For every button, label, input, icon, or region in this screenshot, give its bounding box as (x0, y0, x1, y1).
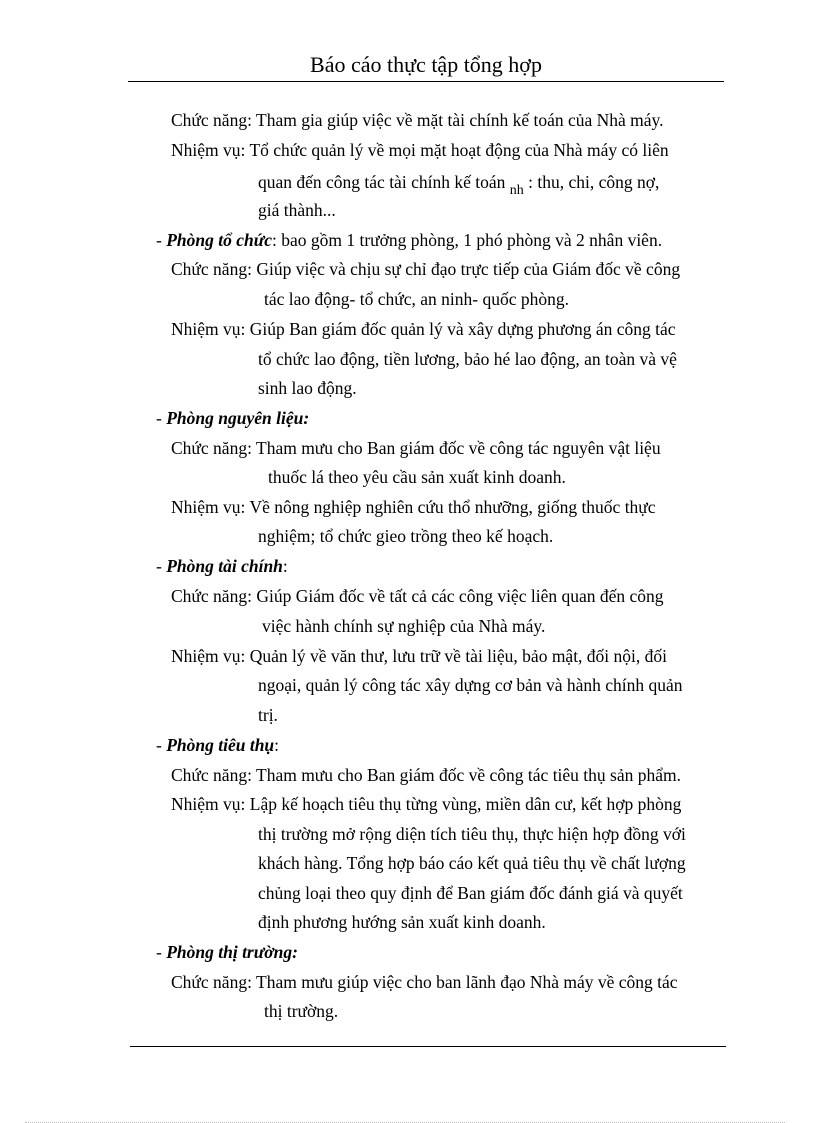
label-chuc-nang: Chức năng: (171, 765, 252, 785)
paragraph-line (171, 970, 678, 994)
text: : (274, 735, 280, 755)
footer-rule (130, 1046, 726, 1047)
paragraph-line (171, 317, 676, 341)
paragraph-line (171, 792, 681, 816)
paragraph-line (171, 584, 664, 608)
paragraph-line: tác lao động- tổ chức, an ninh- quốc phòng. (264, 289, 569, 309)
paragraph-line: định phương hướng sản xuất kinh doanh. (258, 912, 546, 932)
dash: - (156, 556, 167, 576)
text: : (282, 556, 288, 576)
text: Tham gia giúp việc về mặt tài chính kế toán của Nhà máy. (256, 110, 664, 130)
label-chuc-nang: Chức năng: (171, 972, 252, 992)
section-heading (156, 228, 662, 252)
section-title: Phòng nguyên liệu: (166, 408, 310, 428)
paragraph-line (171, 495, 656, 519)
section-heading (156, 406, 309, 430)
label-nhiem-vu: Nhiệm vụ: (171, 319, 246, 339)
page-header-title: Báo cáo thực tập tổng hợp (310, 52, 542, 77)
paragraph-line: thị trường mở rộng diện tích tiêu thụ, thực hiện hợp đồng với (258, 824, 686, 844)
paragraph-line (171, 763, 681, 787)
label-nhiem-vu: Nhiệm vụ: (171, 497, 246, 517)
text: quan đến công tác tài chính kế toán (258, 172, 506, 192)
paragraph-line: giá thành... (258, 200, 336, 220)
text: Tham mưu cho Ban giám đốc về công tác nguyên vật liệu (256, 438, 661, 458)
label-chuc-nang: Chức năng: (171, 438, 252, 458)
text: Giúp Giám đốc về tất cả các công việc liên quan đến công (256, 586, 664, 606)
paragraph-line (171, 108, 664, 132)
label-nhiem-vu: Nhiệm vụ: (171, 794, 246, 814)
paragraph-line: tổ chức lao động, tiền lương, bảo hé lao động, an toàn và vệ (258, 349, 677, 369)
dash: - (156, 408, 167, 428)
paragraph-line: chủng loại theo quy định để Ban giám đốc đánh giá và quyết (258, 883, 683, 903)
paragraph-line: trị. (258, 705, 278, 725)
paragraph-line (258, 170, 659, 197)
paragraph-line (171, 436, 661, 460)
paragraph-line (171, 138, 669, 162)
paragraph-line: sinh lao động. (258, 378, 357, 398)
dash: - (156, 230, 167, 250)
paragraph-line (171, 644, 667, 668)
label-chuc-nang: Chức năng: (171, 110, 252, 130)
paragraph-line: nghiệm; tổ chức gieo trồng theo kế hoạch. (258, 526, 554, 546)
paragraph-line: khách hàng. Tổng hợp báo cáo kết quả tiêu thụ về chất lượng (258, 853, 686, 873)
paragraph-line: ngoại, quản lý công tác xây dựng cơ bản và hành chính quản (258, 675, 683, 695)
paragraph-line (171, 257, 680, 281)
paragraph-line: thị trường. (264, 1001, 339, 1021)
text: : thu, chi, công nợ, (528, 172, 660, 192)
text-subscript: nh (509, 183, 524, 198)
label-chuc-nang: Chức năng: (171, 586, 252, 606)
section-title: Phòng tổ chức (166, 230, 272, 250)
section-heading (156, 940, 298, 964)
text: Giúp Ban giám đốc quản lý và xây dựng phương án công tác (249, 319, 676, 339)
section-title: Phòng thị trường: (166, 942, 298, 962)
dash: - (156, 942, 167, 962)
text: Về nông nghiệp nghiên cứu thổ nhưỡng, giống thuốc thực (249, 497, 656, 517)
dash: - (156, 735, 167, 755)
section-title: Phòng tài chính (166, 556, 283, 576)
text: Lập kế hoạch tiêu thụ từng vùng, miền dân cư, kết hợp phòng (249, 794, 682, 814)
label-nhiem-vu: Nhiệm vụ: (171, 140, 246, 160)
text: Giúp việc và chịu sự chỉ đạo trực tiếp của Giám đốc về công (256, 259, 681, 279)
section-heading (156, 554, 288, 578)
text: Quản lý về văn thư, lưu trữ về tài liệu, bảo mật, đối nội, đối (249, 646, 668, 666)
label-nhiem-vu: Nhiệm vụ: (171, 646, 246, 666)
text: Tham mưu giúp việc cho ban lãnh đạo Nhà máy về công tác (256, 972, 678, 992)
section-title: Phòng tiêu thụ (166, 735, 275, 755)
label-chuc-nang: Chức năng: (171, 259, 252, 279)
section-heading (156, 733, 279, 757)
text: Tổ chức quản lý về mọi mặt hoạt động của Nhà máy có liên (249, 140, 669, 160)
paragraph-line: thuốc lá theo yêu cầu sản xuất kinh doanh. (268, 467, 566, 487)
text: : bao gồm 1 trưởng phòng, 1 phó phòng và 2 nhân viên. (271, 230, 663, 250)
text: Tham mưu cho Ban giám đốc về công tác tiêu thụ sản phẩm. (256, 765, 681, 785)
paragraph-line: việc hành chính sự nghiệp của Nhà máy. (262, 616, 546, 636)
